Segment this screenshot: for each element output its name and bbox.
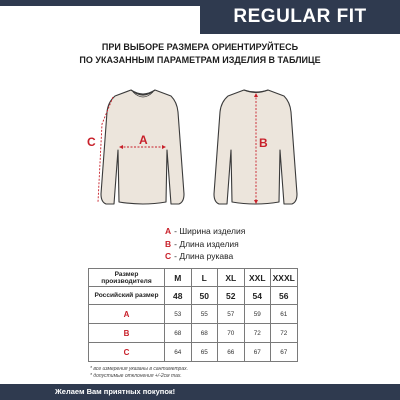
size-instruction xyxy=(60,41,340,67)
value-cell: 72 xyxy=(271,324,298,343)
value-cell: 68 xyxy=(165,324,192,343)
row-key-c: C xyxy=(89,343,165,362)
size-cell: XXXL xyxy=(271,269,298,287)
table-row-a xyxy=(89,305,298,324)
value-cell: 66 xyxy=(218,343,245,362)
value-cell: 59 xyxy=(244,305,271,324)
legend-item-b xyxy=(165,238,245,251)
sweatshirt-illustration xyxy=(85,84,315,212)
legend-text: - Ширина изделия xyxy=(174,226,246,236)
value-cell: 67 xyxy=(244,343,271,362)
garment-diagram xyxy=(85,84,315,212)
table-row-russian-size xyxy=(89,287,298,305)
label-a: A xyxy=(139,133,148,147)
legend-key: C xyxy=(165,251,172,261)
value-cell: 57 xyxy=(218,305,245,324)
footer-greeting: Желаем Вам приятных покупок! xyxy=(55,387,176,396)
value-cell: 70 xyxy=(218,324,245,343)
header-bar xyxy=(0,0,400,34)
size-table xyxy=(88,268,298,362)
instruction-line-2: ПО УКАЗАННЫМ ПАРАМЕТРАМ ИЗДЕЛИЯ В ТАБЛИЦЕ xyxy=(79,55,321,65)
value-cell: 68 xyxy=(191,324,218,343)
legend-item-c xyxy=(165,250,245,263)
size-cell: XL xyxy=(218,269,245,287)
ru-size-cell: 48 xyxy=(165,287,192,305)
size-cell: L xyxy=(191,269,218,287)
ru-size-cell: 54 xyxy=(244,287,271,305)
ru-size-cell: 56 xyxy=(271,287,298,305)
ru-size-cell: 52 xyxy=(218,287,245,305)
measurement-notes xyxy=(90,366,188,380)
legend-text: - Длина изделия xyxy=(174,238,239,249)
value-cell: 53 xyxy=(165,305,192,324)
size-cell: M xyxy=(165,269,192,287)
table-row-manufacturer-size xyxy=(89,269,298,287)
footer-bar xyxy=(0,384,400,400)
value-cell: 72 xyxy=(244,324,271,343)
value-cell: 65 xyxy=(191,343,218,362)
table-row-c xyxy=(89,343,298,362)
instruction-line-1: ПРИ ВЫБОРЕ РАЗМЕРА ОРИЕНТИРУЙТЕСЬ xyxy=(101,42,299,52)
back-view xyxy=(214,90,297,204)
footer-strip xyxy=(390,384,400,400)
manufacturer-size-label: Размер производителя xyxy=(89,269,165,287)
label-c: C xyxy=(87,135,96,149)
russian-size-label: Российский размер xyxy=(89,287,165,305)
value-cell: 67 xyxy=(271,343,298,362)
legend-item-a xyxy=(165,225,245,238)
size-cell: XXL xyxy=(244,269,271,287)
legend-text: - Длина рукава xyxy=(174,251,234,261)
note-units: * все измерения указаны в сантиметрах. xyxy=(90,366,189,372)
measurement-legend xyxy=(165,225,245,263)
legend-key: A xyxy=(165,226,172,236)
value-cell: 61 xyxy=(271,305,298,324)
row-key-a: A xyxy=(89,305,165,324)
value-cell: 64 xyxy=(165,343,192,362)
row-key-b: B xyxy=(89,324,165,343)
back-body-shape xyxy=(214,90,297,204)
label-b: B xyxy=(259,136,268,150)
fit-badge: REGULAR FIT xyxy=(200,0,400,34)
value-cell: 55 xyxy=(191,305,218,324)
ru-size-cell: 50 xyxy=(191,287,218,305)
note-tolerance: * допустимые отклонения +/-2см max. xyxy=(90,373,182,379)
table-row-b xyxy=(89,324,298,343)
legend-key: B xyxy=(165,238,172,249)
